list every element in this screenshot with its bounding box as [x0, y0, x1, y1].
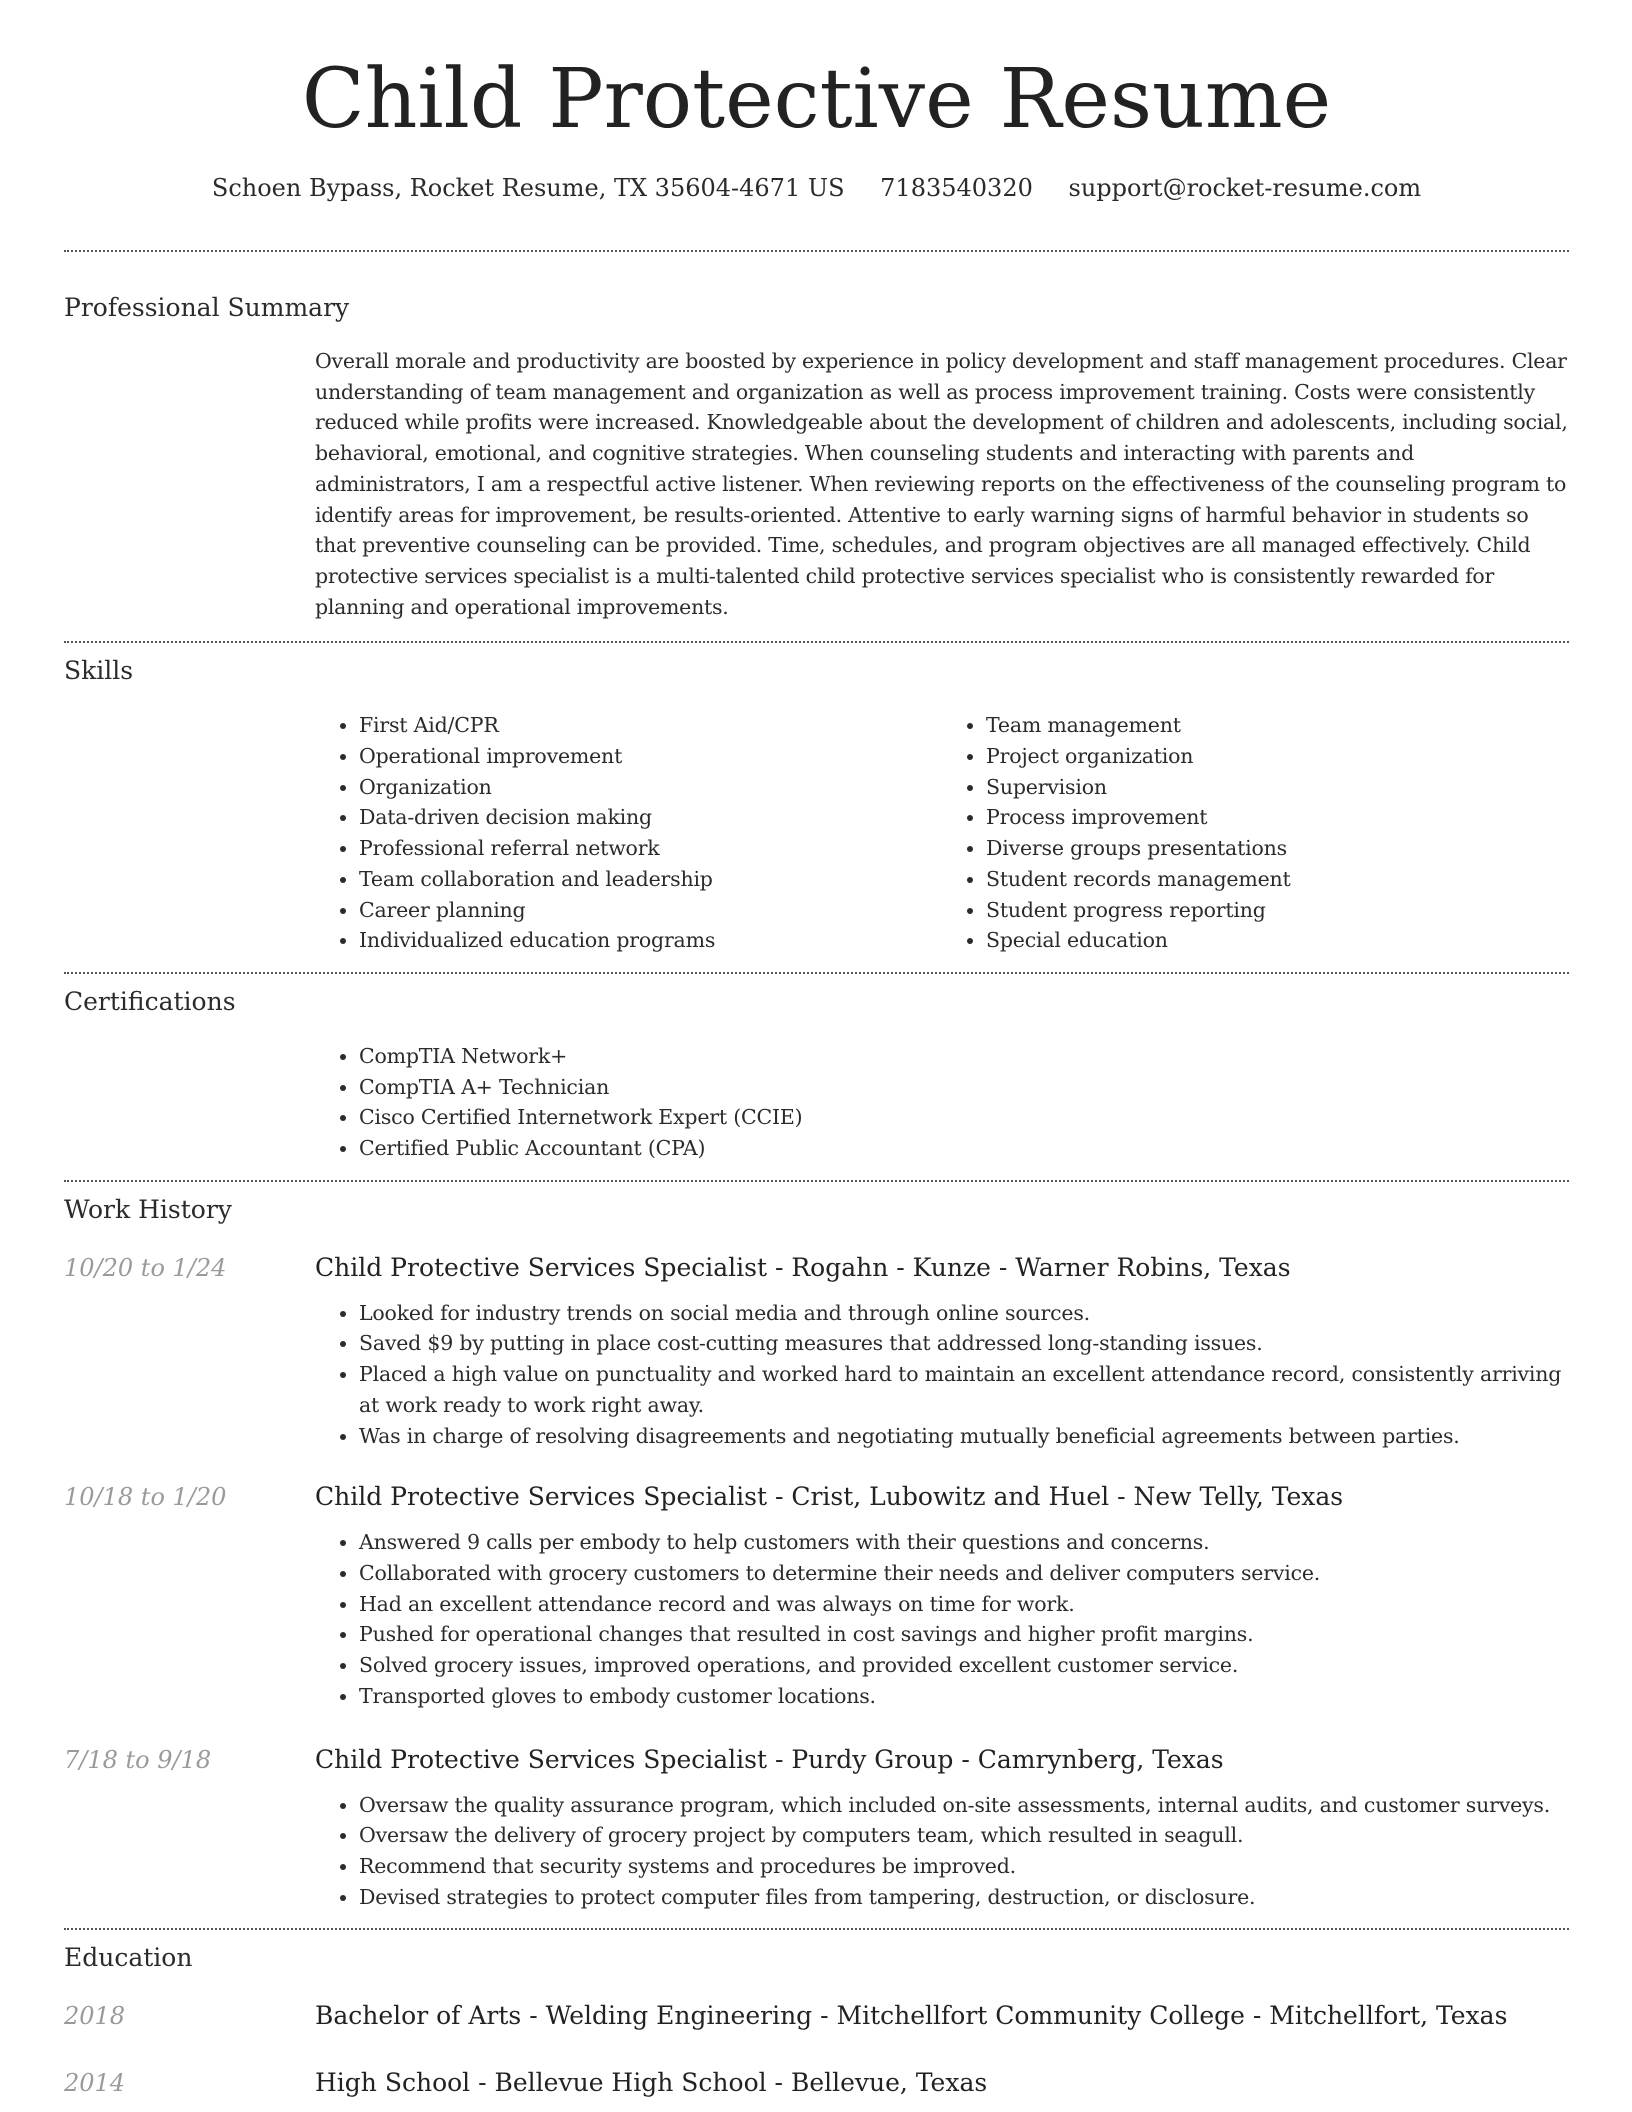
skill-item: • Team management: [986, 710, 1569, 741]
job-entry: [64, 1744, 1569, 1913]
divider: [64, 250, 1569, 252]
certification-item: • Certified Public Accountant (CPA): [359, 1133, 1569, 1164]
work-history-section: [64, 1194, 1569, 1913]
section-title-skills: Skills: [64, 656, 134, 686]
divider: [64, 1928, 1569, 1930]
job-dates: 7/18 to 9/18: [64, 1745, 212, 1774]
certification-item: • CompTIA A+ Technician: [359, 1072, 1569, 1103]
skill-item: • Team collaboration and leadership: [359, 864, 942, 895]
skill-item: • Data-driven decision making: [359, 802, 942, 833]
divider: [64, 641, 1569, 643]
section-title-work: Work History: [64, 1194, 232, 1224]
education-year: 2014: [64, 2069, 126, 2098]
skills-list-right: [942, 710, 1569, 956]
job-bullet: • Collaborated with grocery customers to determine their needs and deliver computers service.: [359, 1558, 1569, 1589]
summary-section: [64, 292, 1569, 622]
section-title-education: Education: [64, 1943, 193, 1973]
job-title: Child Protective Services Specialist - Rogahn - Kunze - Warner Robins, Texas: [315, 1252, 1291, 1282]
job-bullet: • Saved $9 by putting in place cost-cutting measures that addressed long-standing issues.: [359, 1328, 1569, 1359]
skill-item: • Career planning: [359, 895, 942, 926]
skill-item: • Professional referral network: [359, 833, 942, 864]
job-bullet: • Recommend that security systems and procedures be improved.: [359, 1851, 1569, 1882]
job-bullet: • Devised strategies to protect computer files from tampering, destruction, or disclosure.: [359, 1882, 1569, 1913]
certification-item: • Cisco Certified Internetwork Expert (CCIE): [359, 1102, 1569, 1133]
job-bullet: • Solved grocery issues, improved operations, and provided excellent customer service.: [359, 1650, 1569, 1681]
summary-text: Overall morale and productivity are boosted by experience in policy development and staff management procedures. Clear understanding of team management and organization as well as process improvement training. Costs were consistently reduced while profits were increased. Knowledgeable about the development of children and adolescents, including social, behavioral, emotional, and cognitive strategies. When counseling students and interacting with parents and administrators, I am a respectful active listener. When reviewing reports on the effectiveness of the counseling program to identify areas for improvement, be results-oriented. Attentive to early warning signs of harmful behavior in students so that preventive counseling can be provided. Time, schedules, and program objectives are all managed effectively. Child protective services specialist is a multi-talented child protective services specialist who is consistently rewarded for planning and operational improvements.: [315, 349, 1568, 619]
job-bullet: • Looked for industry trends on social media and through online sources.: [359, 1298, 1569, 1329]
job-bullet: • Oversaw the quality assurance program, which included on-site assessments, internal audits, and customer surveys.: [359, 1790, 1569, 1821]
skill-item: • Supervision: [986, 772, 1569, 803]
job-bullets: [315, 1298, 1569, 1452]
skill-item: • Special education: [986, 925, 1569, 956]
education-year: 2018: [64, 2002, 126, 2031]
resume-name: Child Protective Resume: [301, 52, 1332, 147]
education-entry: [64, 2067, 1569, 2099]
skill-item: • Student progress reporting: [986, 895, 1569, 926]
skills-section: [64, 655, 1569, 956]
education-title: High School - Bellevue High School - Bellevue, Texas: [315, 2068, 988, 2098]
skill-item: • Operational improvement: [359, 741, 942, 772]
skill-item: • First Aid/CPR: [359, 710, 942, 741]
job-bullets: [315, 1790, 1569, 1913]
section-title-summary: Professional Summary: [64, 293, 350, 322]
education-section: [64, 1942, 1569, 2099]
skill-item: • Project organization: [986, 741, 1569, 772]
job-bullet: • Oversaw the delivery of grocery project by computers team, which resulted in seagull.: [359, 1820, 1569, 1851]
contact-phone: 7183540320: [880, 174, 1033, 202]
skill-item: • Process improvement: [986, 802, 1569, 833]
resume-page: [64, 0, 1569, 2099]
contact-email: support@rocket-resume.com: [1068, 174, 1422, 202]
skill-item: • Diverse groups presentations: [986, 833, 1569, 864]
contact-line: [64, 172, 1569, 204]
job-bullet: • Placed a high value on punctuality and worked hard to maintain an excellent attendance record, consistently arriving at work ready to work right away.: [359, 1359, 1569, 1420]
divider: [64, 972, 1569, 974]
skill-item: • Individualized education programs: [359, 925, 942, 956]
job-title: Child Protective Services Specialist - Crist, Lubowitz and Huel - New Telly, Texas: [315, 1482, 1344, 1512]
skill-item: • Student records management: [986, 864, 1569, 895]
job-bullet: • Transported gloves to embody customer locations.: [359, 1681, 1569, 1712]
job-title: Child Protective Services Specialist - Purdy Group - Camrynberg, Texas: [315, 1744, 1224, 1774]
job-bullet: • Pushed for operational changes that resulted in cost savings and higher profit margins.: [359, 1619, 1569, 1650]
job-entry: [64, 1481, 1569, 1711]
section-title-certifications: Certifications: [64, 986, 236, 1016]
job-dates: 10/18 to 1/20: [64, 1483, 227, 1512]
job-bullet: • Had an excellent attendance record and was always on time for work.: [359, 1589, 1569, 1620]
contact-address: Schoen Bypass, Rocket Resume, TX 35604-4671 US: [211, 174, 845, 202]
job-bullet: • Answered 9 calls per embody to help customers with their questions and concerns.: [359, 1527, 1569, 1558]
education-title: Bachelor of Arts - Welding Engineering - Mitchellfort Community College - Mitchellfort, Texas: [315, 2001, 1508, 2031]
skills-list-left: [315, 710, 942, 956]
certification-item: • CompTIA Network+: [359, 1041, 1569, 1072]
certifications-section: [64, 986, 1569, 1164]
skill-item: • Organization: [359, 772, 942, 803]
job-entry: [64, 1252, 1569, 1452]
job-bullets: [315, 1527, 1569, 1711]
job-bullet: • Was in charge of resolving disagreements and negotiating mutually beneficial agreements between parties.: [359, 1421, 1569, 1452]
education-entry: [64, 2000, 1569, 2032]
job-dates: 10/20 to 1/24: [64, 1253, 227, 1282]
certifications-list: [315, 1041, 1569, 1164]
divider: [64, 1180, 1569, 1182]
